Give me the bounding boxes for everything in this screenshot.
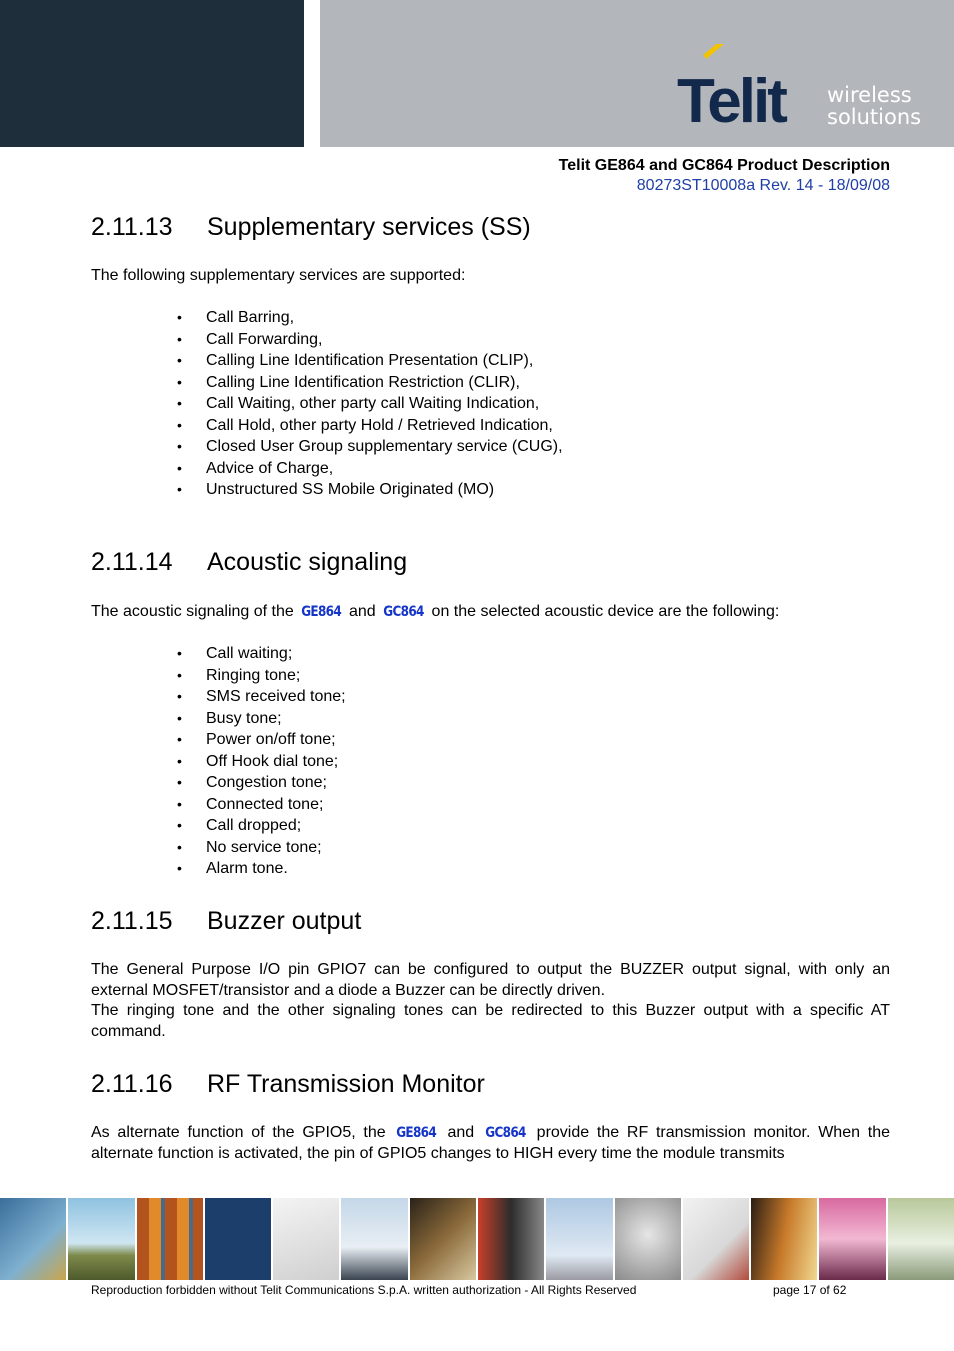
list-item: • Call waiting; [177,643,346,665]
list-item: • Call dropped; [177,815,346,837]
document-title: Telit GE864 and GC864 Product Description [558,157,890,174]
footer-page-number: page 17 of 62 [773,1283,847,1297]
list-item: • Calling Line Identification Restriction (CLIR), [177,372,563,394]
photo-tile [205,1198,271,1280]
section-heading-ss: 2.11.13 Supplementary services (SS) [91,213,531,241]
photo-tile [683,1198,749,1280]
model-ge864: GE864 [396,1125,437,1141]
logo-word: Telit [677,67,785,134]
photo-tile [478,1198,544,1280]
acoustic-intro: The acoustic signaling of the GE864 and GC864 on the selected acoustic device are the following: [91,602,890,623]
rf-paragraph: As alternate function of the GPIO5, the GE864 and GC864 provide the RF transmission monitor. When the alternate function is activated, the pin of GPIO5 changes to HIGH every time the module transmits [91,1124,890,1162]
list-item: • Call Forwarding, [177,329,563,351]
footer-photo-strip [0,1198,954,1280]
logo-tag-line1: wireless [827,83,912,107]
photo-tile [0,1198,66,1280]
list-item: • Off Hook dial tone; [177,751,346,773]
photo-tile [273,1198,339,1280]
list-item: • Alarm tone. [177,858,346,880]
list-item: • Call Barring, [177,307,563,329]
photo-tile [888,1198,954,1280]
list-item: • Unstructured SS Mobile Originated (MO) [177,479,563,501]
list-item: • Busy tone; [177,708,346,730]
list-item: • Congestion tone; [177,772,346,794]
telit-logo [675,44,935,134]
list-item: • SMS received tone; [177,686,346,708]
list-item: • Call Hold, other party Hold / Retrieved Indication, [177,415,563,437]
photo-tile [341,1198,407,1280]
photo-tile [410,1198,476,1280]
footer-copyright: Reproduction forbidden without Telit Communications S.p.A. written authorization - All Rights Reserved [91,1283,637,1297]
list-item: • Power on/off tone; [177,729,346,751]
list-item: • Advice of Charge, [177,458,563,480]
photo-tile [751,1198,817,1280]
ss-intro: The following supplementary services are supported: [91,267,466,284]
photo-tile [615,1198,681,1280]
ss-list [177,307,563,501]
model-gc864: GC864 [383,604,424,620]
list-item: • Call Waiting, other party call Waiting Indication, [177,393,563,415]
document-revision: 80273ST10008a Rev. 14 - 18/09/08 [636,177,890,194]
section-heading-buzzer: 2.11.15 Buzzer output [91,907,362,935]
model-ge864: GE864 [301,604,342,620]
list-item: • No service tone; [177,837,346,859]
section-heading-rf: 2.11.16 RF Transmission Monitor [91,1070,485,1098]
header-dark-band [0,0,304,147]
list-item: • Calling Line Identification Presentation (CLIP), [177,350,563,372]
photo-tile [137,1198,203,1280]
section-heading-acoustic: 2.11.14 Acoustic signaling [91,548,408,576]
photo-tile [819,1198,885,1280]
acoustic-list [177,643,346,880]
list-item: • Connected tone; [177,794,346,816]
buzzer-paragraph-1: The General Purpose I/O pin GPIO7 can be configured to output the BUZZER output signal, with only an external MOSFET/transistor and a diode a Buzzer can be directly driven. [91,961,890,999]
list-item: • Closed User Group supplementary service (CUG), [177,436,563,458]
photo-tile [68,1198,134,1280]
model-gc864: GC864 [485,1125,526,1141]
list-item: • Ringing tone; [177,665,346,687]
buzzer-paragraph-2: The ringing tone and the other signaling tones can be redirected to this Buzzer output with a specific AT command. [91,1002,890,1040]
photo-tile [546,1198,612,1280]
logo-tag-line2: solutions [827,105,922,129]
